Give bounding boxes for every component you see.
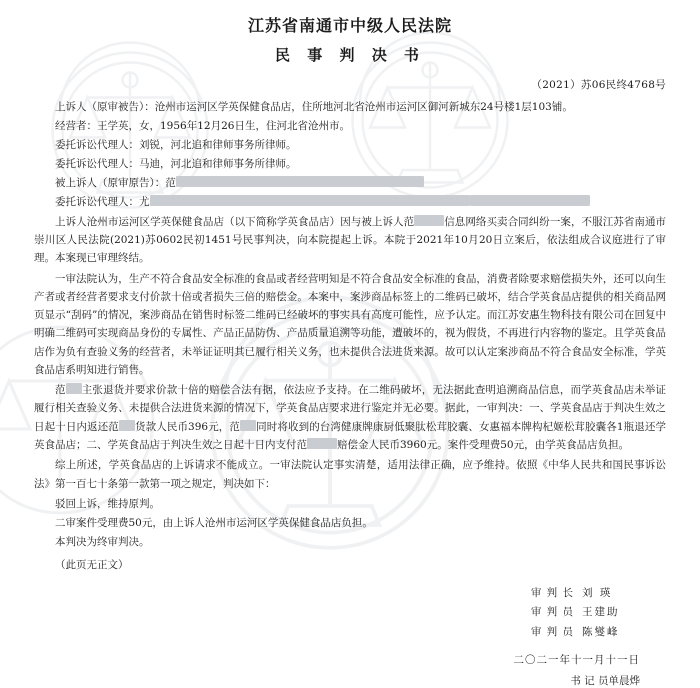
- signature-role: 审 判 员: [530, 625, 574, 638]
- signature-role: 审 判 员: [530, 606, 574, 619]
- redacted-text: [307, 438, 337, 449]
- clerk-name: 单晨烨: [608, 675, 640, 688]
- signature-role: 审 判 长: [530, 586, 574, 599]
- signature-block: [34, 584, 666, 642]
- document-type-title: 民 事 判 决 书: [275, 46, 425, 64]
- party-line-appellee-agent: [34, 193, 666, 211]
- party-line-appellee: [34, 174, 666, 192]
- procedure-prefix: 上诉人沧州市运河区学英保健食品店（以下简称学英食品店）因与被上诉人范: [55, 215, 415, 228]
- signature-name: 王建助: [582, 606, 620, 619]
- ruling-list: [34, 495, 666, 551]
- signature-line: [34, 623, 640, 642]
- party-line-appellant: 上诉人（原审被告）：沧州市运河区学英保健食品店，住所地河北省沧州市运河区御河新城东24号楼1层103铺。: [55, 100, 573, 113]
- ruling-item: 驳回上诉，维持原判。: [55, 497, 160, 510]
- clerk-role: 书 记 员: [570, 675, 609, 688]
- redacted-text: [176, 176, 424, 187]
- trial-finding3-prefix: 货款人民币396元，范: [134, 420, 241, 433]
- agent-label: 委托诉讼代理人：尤: [55, 195, 150, 208]
- trial-finding3-tail: 赔偿金人民币3960元。案件受理费50元，由学英食品店负担。: [337, 438, 630, 451]
- party-line-agent-2: 委托诉讼代理人：马迪，河北追和律师事务所律师。: [55, 157, 297, 170]
- signature-name: 陈燮峰: [582, 625, 620, 638]
- trial-finding-paragraph-2: [34, 381, 666, 454]
- case-number: （2021）苏06民终4768号: [531, 78, 666, 91]
- procedure-paragraph: [34, 213, 666, 268]
- redacted-text: [119, 420, 135, 431]
- ruling-item: 本判决为终审判决。: [55, 535, 150, 548]
- no-text-note: （此页无正文）: [55, 558, 129, 571]
- trial-finding-text: 一审法院认为，生产不符合食品安全标准的食品或者经营明知是不符合食品安全标准的食品，消费者除要求赔偿损失外，还可以向生产者或者经营者要求支付价款十倍或者损失三倍的赔偿金。本案中，案涉商品标签上的二维码已破坏，结合学英食品店提供的相关商品网页显示“刮码”的情况，案涉商品在销售时标签二维码已经破坏的事实具有高度可能性，应予认定。而江苏安惠生物科技有限公司在回复中明确二维码可实现商品身份的专属性、产品正品防伪、产品质量追溯等功能，遭破坏的，视为假货，不再进行内容物的鉴定。且学英食品店作为负有查验义务的经营者，未举证证明其已履行相关义务，也未提供合法进货来源。故可以认定案涉商品不符合食品安全标准，学英食品店系明知进行销售。: [34, 272, 666, 376]
- redacted-text: [150, 195, 470, 206]
- signature-line: [34, 603, 640, 622]
- appellee-label: 被上诉人（原审原告）：范: [55, 176, 176, 189]
- trial-finding2-prefix: 范: [55, 384, 66, 397]
- party-line-agent-1: 委托诉讼代理人：刘锐，河北追和律师事务所律师。: [55, 138, 297, 151]
- clerk-line: [34, 673, 666, 688]
- judgment-date: 二〇二一年十一月十一日: [513, 654, 640, 667]
- court-title: 江苏省南通市中级人民法院: [247, 16, 452, 35]
- procedure-mid: 信息网络买卖合同纠纷一案，不服江苏省南通市崇川区人民法院(2021)苏0602民初1451号民事判决，向本院提起上诉。本院于2021年10月20日立案后，依法组成合议庭进行了审理。本案现已审理终结。: [34, 215, 667, 265]
- trial-finding2-text: 主张退货并要求价款十倍的赔偿合法有据，依法应予支持。在二维码破坏，无法据此查明追溯商品信息，而学英食品店未举证履行相关查验义务、未提供合法进货来源的情况下，学英食品店要求进行鉴定并无必要。据此，一审判决：一、学英食品店于判决生效之日起十日内返还范: [34, 384, 666, 433]
- signature-line: [34, 584, 640, 603]
- trial-finding-paragraph: [34, 270, 666, 380]
- redacted-text: [240, 420, 256, 431]
- conclusion-paragraph: 综上所述，学英食品店的上诉请求不能成立。一审法院认定事实清楚，适用法律正确，应予维持。依照《中华人民共和国民事诉讼法》第一百七十条第一款第一项之规定，判决如下：: [34, 459, 666, 490]
- trial-finding3-text: 同时将收到的台湾健康牌康厨低聚肽松茸胶囊、女惠福本牌构杞姬松茸胶囊各1瓶退还学英食品店；二、学英食品店于判决生效之日起十日内支付范: [34, 420, 666, 451]
- party-line-operator: 经营者：王学英，女，1956年12月26日生，住河北省沧州市。: [55, 119, 350, 132]
- signature-name: 刘 瑛: [582, 586, 613, 599]
- ruling-item: 二审案件受理费50元，由上诉人沧州市运河区学英保健食品店负担。: [55, 516, 373, 529]
- redacted-text: [414, 215, 444, 226]
- redacted-text: [66, 383, 82, 394]
- redacted-text: [470, 195, 590, 206]
